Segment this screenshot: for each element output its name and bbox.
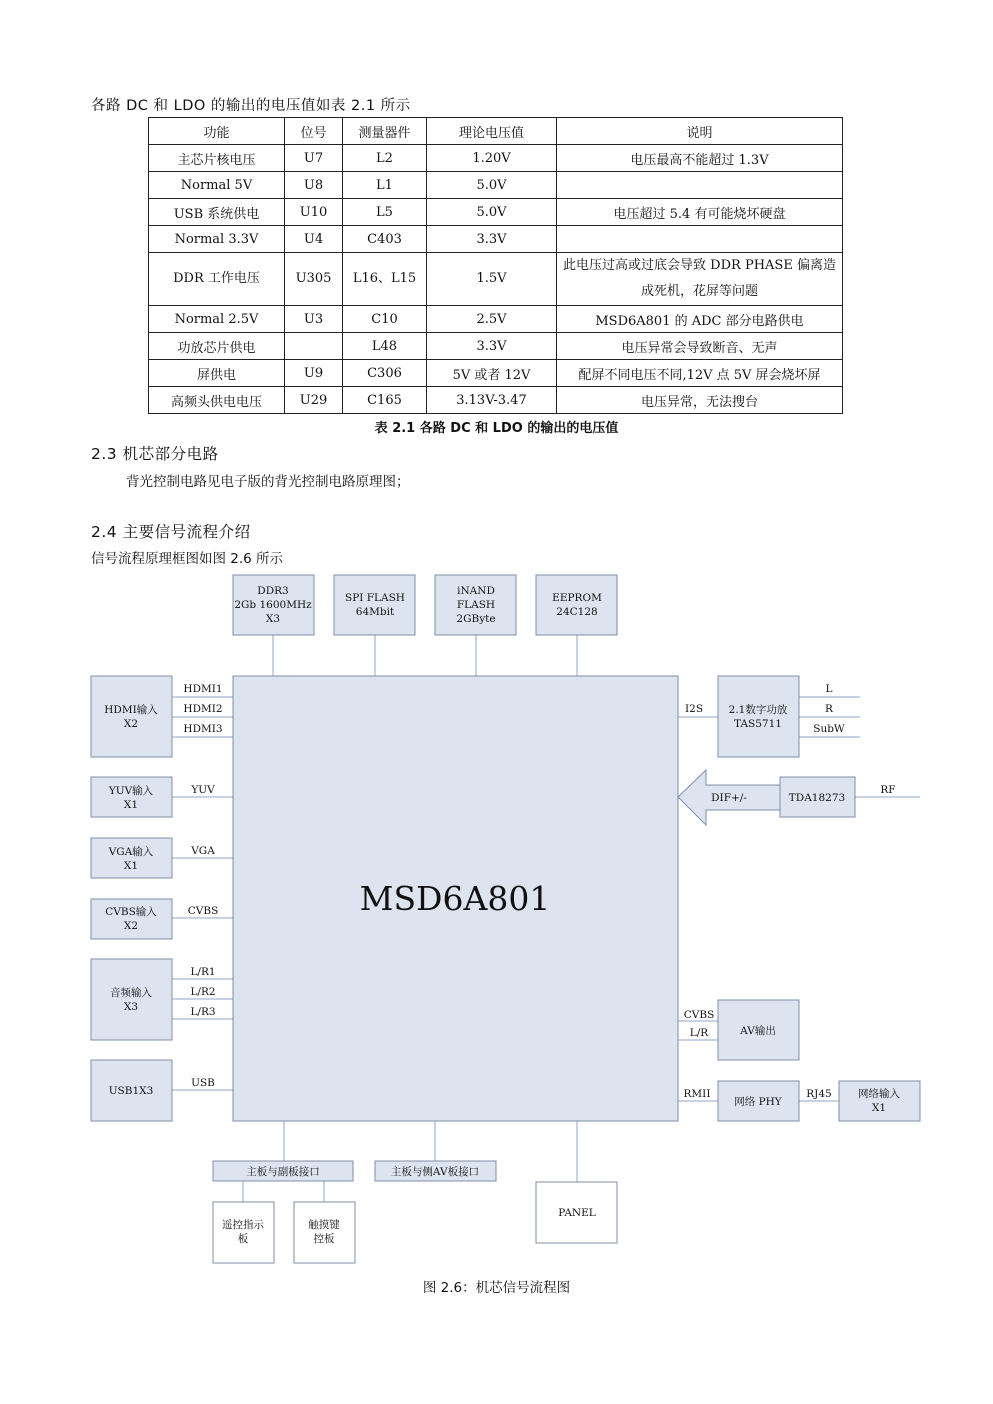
header-ref: 位号 — [285, 118, 343, 145]
vga-input-label-line1: VGA输入 — [108, 846, 154, 858]
signal-hdmi1: HDMI1 — [183, 683, 223, 695]
table-cell: 此电压过高或过底会导致 DDR PHASE 偏离造成死机，花屏等问题 — [557, 253, 843, 306]
table-cell: U7 — [285, 145, 343, 172]
table-cell: U10 — [285, 199, 343, 226]
table-cell: L16、L15 — [343, 253, 427, 306]
header-component: 测量器件 — [343, 118, 427, 145]
table-cell: DDR 工作电压 — [149, 253, 285, 306]
rf-label: RF — [880, 784, 896, 796]
output-subw: SubW — [813, 723, 845, 735]
eeprom-label-line1: EEPROM — [552, 592, 602, 604]
table-caption: 表 2.1 各路 DC 和 LDO 的输出的电压值 — [374, 421, 619, 436]
amplifier-label-line1: 2.1数字功放 — [728, 704, 788, 716]
table-cell: 2.5V — [427, 306, 557, 333]
table-cell: 功放芯片供电 — [149, 333, 285, 360]
signal-rj45: RJ45 — [806, 1088, 832, 1100]
audio-input-block — [91, 959, 172, 1040]
header-note: 说明 — [557, 118, 843, 145]
signal-lr3: L/R3 — [190, 1006, 216, 1018]
section-2-3-text: 背光控制电路见电子版的背光控制电路原理图； — [126, 474, 410, 490]
spi-flash-label-line2: 64Mbit — [355, 606, 395, 618]
table-cell: 3.3V — [427, 226, 557, 253]
table-cell: 电压最高不能超过 1.3V — [557, 145, 843, 172]
table-cell: 配屏不同电压不同,12V 点 5V 屏会烧坏屏 — [557, 360, 843, 387]
side-av-interface-label: 主板与侧AV板接口 — [390, 1166, 480, 1178]
table-cell: Normal 2.5V — [149, 306, 285, 333]
table-cell: USB 系统供电 — [149, 199, 285, 226]
av-output-label: AV输出 — [740, 1025, 776, 1037]
hdmi-input-label-line2: X2 — [123, 718, 139, 730]
cvbs-input-block — [91, 899, 172, 939]
table-cell: 5.0V — [427, 172, 557, 199]
network-input-label-line1: 网络输入 — [858, 1088, 900, 1100]
main-chip-label: MSD6A801 — [359, 879, 551, 918]
tuner-label: TDA18273 — [788, 792, 846, 804]
touch-key-board-label-line2: 控板 — [313, 1233, 335, 1245]
remote-board-label-line1: 遥控指示 — [222, 1219, 264, 1231]
usb-label: USB1X3 — [108, 1085, 154, 1097]
table-cell: Normal 5V — [149, 172, 285, 199]
table-cell: 5V 或者 12V — [427, 360, 557, 387]
table-cell: L2 — [343, 145, 427, 172]
table-cell: C403 — [343, 226, 427, 253]
inand-label-line3: 2GByte — [456, 613, 496, 625]
section-2-4-heading: 2.4 主要信号流程介绍 — [91, 523, 251, 541]
amplifier-block — [718, 676, 799, 757]
table-cell: L48 — [343, 333, 427, 360]
spi-flash-label-line1: SPI FLASH — [345, 592, 405, 604]
signal-lr1: L/R1 — [190, 966, 216, 978]
table-cell: 5.0V — [427, 199, 557, 226]
table-cell: L5 — [343, 199, 427, 226]
signal-i2s: I2S — [684, 703, 704, 715]
signal-usb: USB — [191, 1077, 215, 1089]
table-cell: U305 — [285, 253, 343, 306]
table-cell: 1.5V — [427, 253, 557, 306]
intro-line: 各路 DC 和 LDO 的输出的电压值如表 2.1 所示 — [91, 98, 411, 114]
table-cell: 主芯片核电压 — [149, 145, 285, 172]
yuv-input-label-line1: YUV输入 — [108, 785, 154, 797]
output-l: L — [825, 683, 833, 695]
table-cell: C165 — [343, 387, 427, 414]
table-cell: 电压异常，无法搜台 — [557, 387, 843, 414]
signal-cvbs-out: CVBS — [683, 1009, 715, 1021]
signal-lr2: L/R2 — [190, 986, 216, 998]
table-cell: Normal 3.3V — [149, 226, 285, 253]
touch-key-board-label-line1: 触摸键 — [308, 1219, 340, 1231]
network-input-label-line2: X1 — [871, 1102, 887, 1114]
table-cell: U8 — [285, 172, 343, 199]
network-input-block — [839, 1081, 920, 1121]
table-cell: U9 — [285, 360, 343, 387]
table-cell: MSD6A801 的 ADC 部分电路供电 — [557, 306, 843, 333]
hdmi-input-label-line1: HDMI输入 — [104, 704, 158, 716]
signal-hdmi3: HDMI3 — [183, 723, 223, 735]
section-2-3-heading: 2.3 机芯部分电路 — [91, 445, 219, 463]
audio-input-label-line2: X3 — [123, 1001, 139, 1013]
table-cell: C10 — [343, 306, 427, 333]
yuv-input-label-line2: X1 — [123, 799, 139, 811]
signal-vga: VGA — [191, 845, 215, 857]
audio-input-label-line1: 音频输入 — [110, 987, 152, 999]
header-voltage: 理论电压值 — [427, 118, 557, 145]
remote-board-label-line2: 板 — [237, 1233, 249, 1245]
table-cell: 1.20V — [427, 145, 557, 172]
cvbs-input-label-line1: CVBS输入 — [105, 906, 157, 918]
signal-rmii: RMII — [683, 1088, 711, 1100]
table-cell: U29 — [285, 387, 343, 414]
panel-label: PANEL — [558, 1207, 596, 1219]
signal-cvbs-in: CVBS — [187, 905, 219, 917]
ddr3-label-line2: 2Gb 1600MHz — [234, 599, 312, 611]
spi-flash-block — [334, 575, 415, 635]
vga-input-label-line2: X1 — [123, 860, 139, 872]
table-cell: 屏供电 — [149, 360, 285, 387]
cvbs-input-label-line2: X2 — [123, 920, 139, 932]
dif-label: DIF+/- — [711, 792, 747, 804]
signal-hdmi2: HDMI2 — [183, 703, 223, 715]
network-phy-label: 网络 PHY — [734, 1096, 782, 1108]
table-cell: 高频头供电电压 — [149, 387, 285, 414]
yuv-input-block — [91, 777, 172, 817]
amplifier-label-line2: TAS5711 — [734, 718, 782, 730]
inand-label-line2: FLASH — [456, 599, 496, 611]
ddr3-label-line1: DDR3 — [257, 585, 289, 597]
eeprom-block — [536, 575, 617, 635]
table-cell: U4 — [285, 226, 343, 253]
table-cell: 电压异常会导致断音、无声 — [557, 333, 843, 360]
header-function: 功能 — [149, 118, 285, 145]
ddr3-label-line3: X3 — [265, 613, 281, 625]
eeprom-label-line2: 24C128 — [556, 606, 598, 618]
inand-label-line1: iNAND — [457, 585, 495, 597]
section-2-4-text: 信号流程原理框图如图 2.6 所示 — [91, 551, 284, 567]
table-cell: L1 — [343, 172, 427, 199]
output-r: R — [825, 703, 833, 715]
vga-input-block — [91, 838, 172, 878]
table-cell: 3.3V — [427, 333, 557, 360]
table-cell: C306 — [343, 360, 427, 387]
sub-board-interface-label: 主板与副板接口 — [246, 1166, 320, 1178]
table-cell: 电压超过 5.4 有可能烧坏硬盘 — [557, 199, 843, 226]
signal-yuv: YUV — [191, 784, 215, 796]
signal-lr-out: L/R — [689, 1027, 709, 1039]
figure-caption: 图 2.6：机芯信号流程图 — [422, 1280, 571, 1296]
table-cell: U3 — [285, 306, 343, 333]
hdmi-input-block — [91, 676, 172, 757]
table-cell: 3.13V-3.47 — [427, 387, 557, 414]
